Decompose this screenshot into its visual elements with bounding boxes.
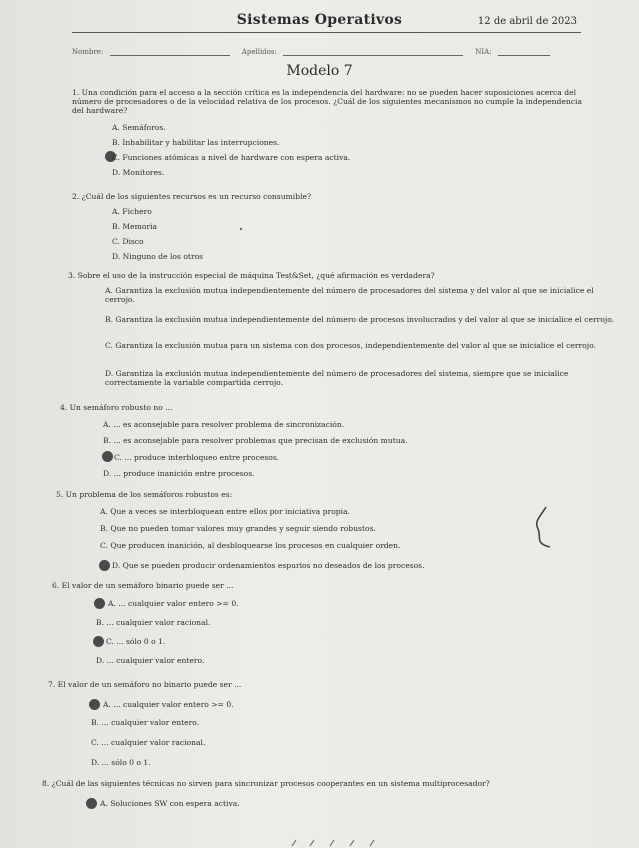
q1-option-c[interactable]: C. Funciones atómicas a nivel de hardware con espera activa. — [112, 153, 351, 162]
bottom-edge-marks — [290, 838, 380, 848]
q4-option-a[interactable]: A. ... es aconsejable para resolver problema de sincronización. — [103, 420, 345, 429]
model-title: Modelo 7 — [286, 63, 353, 79]
exam-title: Sistemas Operativos — [236, 12, 403, 28]
q5-option-c[interactable]: C. Que producen inanición, al desbloquearse los procesos en cualquier orden. — [100, 541, 401, 550]
question-4: 4. Un semáforo robusto no ... — [60, 403, 173, 412]
q2-option-c[interactable]: C. Disco — [112, 237, 144, 246]
q1-option-d[interactable]: D. Monitores. — [112, 168, 165, 177]
q2-option-a[interactable]: A. Fichero — [112, 207, 152, 216]
q5-option-a[interactable]: A. Que a veces se interbloquean entre ellos por iniciativa propia. — [100, 507, 351, 516]
q6-answer-mark — [94, 598, 105, 609]
q6-answer-mark-c — [93, 636, 104, 647]
student-fields — [72, 47, 581, 56]
question-1: 1. Una condición para el acceso a la sección crítica es la independencia del hardware: no se pueden hacer suposiciones acerca del número de procesadores o de la velocidad relativa de los procesos. ¿Cuál de los siguientes mecanismos no cumple la independencia del hardware? — [72, 88, 582, 115]
name-label: Nombre: — [72, 48, 104, 56]
q7-option-b[interactable]: B. ... cualquier valor entero. — [91, 718, 200, 727]
question-7: 7. El valor de un semáforo no binario puede ser ... — [48, 680, 242, 689]
q3-option-b[interactable]: B. Garantiza la exclusión mutua independientemente del número de procesos involucrados y del valor al que se inicialice el cerrojo. — [105, 315, 615, 324]
q1-option-a[interactable]: A. Semáforos. — [112, 123, 166, 132]
q8-option-a[interactable]: A. Soluciones SW con espera activa. — [100, 799, 240, 808]
q7-answer-mark — [89, 699, 100, 710]
q7-option-a[interactable]: A. ... cualquier valor entero >= 0. — [103, 700, 234, 709]
q7-option-c[interactable]: C. ... cualquier valor racional. — [91, 738, 206, 747]
q6-option-b[interactable]: B. ... cualquier valor racional. — [96, 618, 211, 627]
q7-option-d[interactable]: D. ... sólo 0 o 1. — [91, 758, 151, 767]
q4-option-b[interactable]: B. ... es aconsejable para resolver problemas que precisan de exclusión mutua. — [103, 436, 408, 445]
q2-option-b[interactable]: B. Memoria — [112, 222, 158, 231]
question-6: 6. El valor de un semáforo binario puede ser ... — [52, 581, 234, 590]
nia-field[interactable] — [498, 47, 550, 56]
q6-option-d[interactable]: D. ... cualquier valor entero. — [96, 656, 205, 665]
question-5: 5. Un problema de los semáforos robustos es: — [56, 490, 233, 499]
q5-option-d[interactable]: D. Que se pueden producir ordenamientos espurios no deseados de los procesos. — [112, 561, 425, 570]
q4-option-c[interactable]: C. ... produce interbloqueo entre procesos. — [114, 453, 280, 462]
q1-option-b[interactable]: B. Inhabilitar y habilitar las interrupciones. — [112, 138, 280, 147]
q4-answer-mark — [102, 451, 113, 462]
q5-option-b[interactable]: B. Que no pueden tomar valores muy grandes y seguir siendo robustos. — [100, 524, 376, 533]
q3-option-a[interactable]: A. Garantiza la exclusión mutua independientemente del número de procesadores del sistema y del valor al que se inicialice el cerrojo. — [105, 286, 594, 304]
question-2: 2. ¿Cuál de los siguientes recursos es un recurso consumible? — [72, 192, 312, 201]
pencil-scribble — [526, 505, 556, 549]
header-divider — [72, 32, 581, 33]
surname-label: Apellidos: — [241, 48, 277, 56]
exam-date: 12 de abril de 2023 — [477, 16, 577, 27]
q3-option-d[interactable]: D. Garantiza la exclusión mutua independientemente del número de procesadores del sistema, siempre que se inicialice correctamente la variable compartida cerrojo. — [105, 369, 569, 387]
pencil-dot — [237, 225, 245, 233]
name-field[interactable] — [110, 47, 230, 56]
question-8: 8. ¿Cuál de las siguientes técnicas no sirven para sincronizar procesos cooperantes en un sistema multiprocesador? — [42, 779, 490, 788]
q2-option-d[interactable]: D. Ninguno de los otros — [112, 252, 204, 261]
q3-option-c[interactable]: C. Garantiza la exclusión mutua para un sistema con dos procesos, independientemente del valor al que se inicialice el cerrojo. — [105, 341, 596, 350]
q6-option-a[interactable]: A. ... cualquier valor entero >= 0. — [108, 599, 239, 608]
nia-label: NIA: — [475, 48, 492, 56]
q4-option-d[interactable]: D. ... produce inanición entre procesos. — [103, 469, 255, 478]
surname-field[interactable] — [283, 47, 463, 56]
q8-answer-mark — [86, 798, 97, 809]
question-3: 3. Sobre el uso de la instrucción especial de máquina Test&Set, ¿qué afirmación es verdadera? — [68, 271, 435, 280]
q6-option-c[interactable]: C. ... sólo 0 o 1. — [106, 637, 166, 646]
q5-answer-mark — [99, 560, 110, 571]
